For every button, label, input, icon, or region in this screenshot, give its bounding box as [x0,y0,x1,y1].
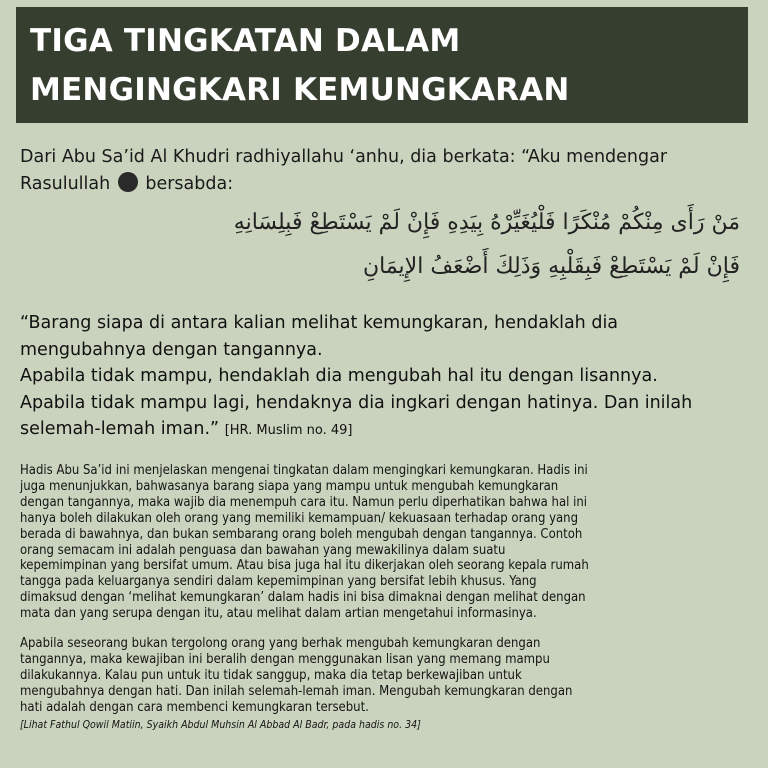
paragraph-line: mata dan yang serupa dengan itu, atau melihat dalam artian mengetahui informasinya. [20,606,537,622]
paragraph-line: tangannya, maka kewajiban ini beralih dengan menggunakan lisan yang memang mampu [20,651,550,667]
page-title-line-1: TIGA TINGKATAN DALAM [30,23,461,59]
hadith-line: Apabila tidak mampu, hendaklah dia mengubah hal itu dengan lisannya. [20,366,658,386]
hadith-line: mengubahnya dengan tangannya. [20,339,323,360]
paragraph-line: Apabila seseorang bukan tergolong orang yang berhak mengubah kemungkaran dengan [20,636,541,652]
paragraph-line: kepemimpinan yang bersifat umum. Atau bisa juga hal itu dikerjakan oleh seorang kepala rumah [20,558,589,574]
hadith-line: Apabila tidak mampu lagi, hendaknya dia ingkari dengan hatinya. Dan inilah [20,392,693,413]
paragraph-line: dimaksud dengan ‘melihat kemungkaran’ dalam hadis ini bisa dimaknai dengan melihat dengan [20,590,586,606]
page-title-line-2: MENGINGKARI KEMUNGKARAN [30,72,570,108]
paragraph-spacer [20,622,750,636]
explanation-paragraph-1 [20,463,750,622]
explanation [20,463,750,733]
paragraph-line: hati adalah dengan cara membenci kemungkaran tersebut. [20,699,369,715]
paragraph-line: Hadis Abu Sa’id ini menjelaskan mengenai tingkatan dalam mengingkari kemungkaran. Hadis ini [20,463,588,478]
arabic-text-line-1: مَنْ رَأَى مِنْكُمْ مُنْكَرًا فَلْيُغَيِّرْهُ بِيَدِهِ فَإِنْ لَمْ يَسْتَطِعْ فَبِلِسَانِهِ [233,210,740,235]
salawat-calligraphy-icon [118,172,138,192]
hadith-line: “Barang siapa di antara kalian melihat kemungkaran, hendaklah dia [20,313,619,333]
hadith-reference: [HR. Muslim no. 49] [224,423,353,438]
source-citation: [Lihat Fathul Qowil Matiin, Syaikh Abdul Muhsin Al Abbad Al Badr, pada hadis no. 34] [20,718,421,731]
title-banner [16,7,748,123]
paragraph-line: dengan tangannya, maka wajib dia menempuh cara itu. Namun perlu diperhatikan bahwa hal ini [20,494,587,510]
paragraph-line: tangga pada keluarganya sendiri dalam kepemimpinan yang bersifat lebih khusus. Yang [20,574,537,590]
hadith-line-text: selemah-lemah iman.” [20,419,220,439]
hadith-line-last [20,416,750,445]
hadith-translation [20,310,750,445]
intro-rasulullah: Rasulullah [20,174,111,194]
paragraph-line: hanya boleh dilakukan oleh orang yang memiliki kemampuan/ kekuasaan terhadap orang yang [20,510,579,526]
paragraph-line: juga menunjukkan, bahwasanya barang siapa yang mampu untuk mengubah kemungkaran [20,478,559,494]
paragraph-line: dilakukannya. Kalau pun untuk itu tidak sanggup, maka dia tetap berkewajiban untuk [20,667,522,683]
paragraph-line: mengubahnya dengan hati. Dan inilah selemah-lemah iman. Mengubah kemungkaran dengan [20,683,573,699]
hadith-intro [20,144,750,198]
paragraph-line: berada di bawahnya, dan bukan sembarang orang boleh mengubah dengan tangannya. Contoh [20,526,583,542]
arabic-text-line-2: فَإِنْ لَمْ يَسْتَطِعْ فَبِقَلْبِهِ وَذَلِكَ أَضْعَفُ الإِيمَانِ [362,254,740,279]
paragraph-line: orang semacam ini adalah penguasa dan bawahan yang mewakilinya dalam suatu [20,542,506,558]
intro-bersabda: bersabda: [145,174,234,194]
intro-line-2 [20,171,750,198]
explanation-paragraph-2 [20,636,750,716]
intro-line-1: Dari Abu Sa’id Al Khudri radhiyallahu ‘anhu, dia berkata: “Aku mendengar [20,147,668,167]
